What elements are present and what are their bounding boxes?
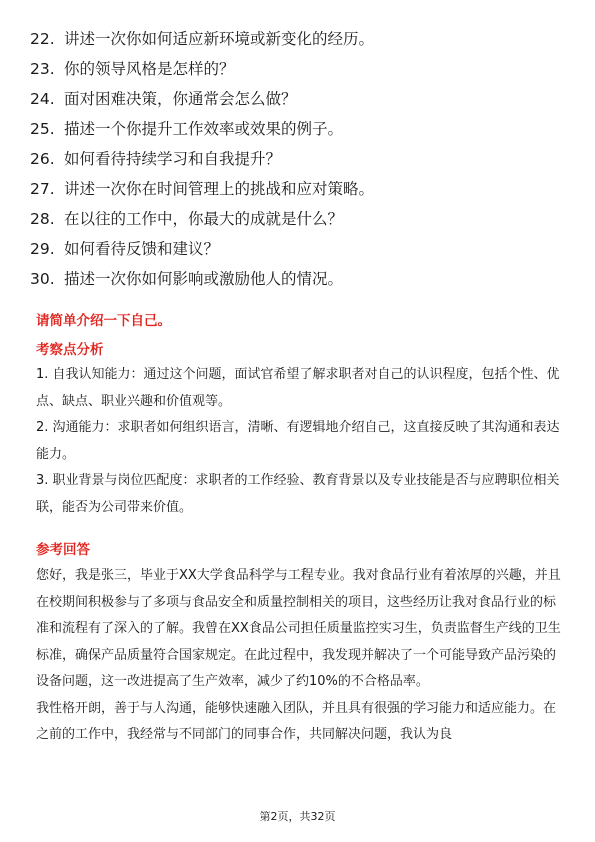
answer-paragraph: 我性格开朗，善于与人沟通，能够快速融入团队，并且具有很强的学习能力和适应能力。在之前的工作中，我经常与不同部门的同事合作，共同解决问题，我认为良 (36, 700, 557, 742)
answer-paragraph: 您好，我是张三，毕业于XX大学食品科学与工程专业。我对食品行业有着浓厚的兴趣，并且在校期间积极参与了多项与食品安全和质量控制相关的项目，这些经历让我对食品行业的标准和流程有了深入的了解。我曾在XX食品公司担任质量监控实习生，负责监督生产线的卫生标准，确保产品质量符合国家规定。在此过程中，我发现并解决了一个可能导致产品污染的设备问题，这一改进提高了生产效率，减少了约10%的不合格品率。 (36, 568, 561, 689)
question-number: 29. (30, 240, 55, 258)
question-item (30, 264, 570, 294)
question-item (30, 54, 570, 84)
answer-body (36, 563, 562, 749)
question-number: 22. (30, 30, 55, 48)
question-item (30, 174, 570, 204)
analysis-point: 2. 沟通能力：求职者如何组织语言，清晰、有逻辑地介绍自己，这直接反映了其沟通和表达能力。 (36, 420, 560, 462)
question-item (30, 114, 570, 144)
question-number: 26. (30, 150, 55, 168)
question-item (30, 234, 570, 264)
question-number: 27. (30, 180, 55, 198)
question-text: 描述一个你提升工作效率或效果的例子。 (64, 120, 344, 138)
question-item (30, 84, 570, 114)
question-number: 23. (30, 60, 55, 78)
question-item (30, 204, 570, 234)
intro-question-heading: 请简单介绍一下自己。 (36, 313, 171, 329)
question-number: 25. (30, 120, 55, 138)
analysis-point: 3. 职业背景与岗位匹配度：求职者的工作经验、教育背景以及专业技能是否与应聘职位相关联，能否为公司带来价值。 (36, 473, 560, 515)
question-item (30, 144, 570, 174)
question-number: 24. (30, 90, 55, 108)
answer-heading: 参考回答 (36, 542, 90, 558)
question-text: 讲述一次你如何适应新环境或新变化的经历。 (64, 30, 375, 48)
question-text: 讲述一次你在时间管理上的挑战和应对策略。 (64, 180, 375, 198)
question-number: 28. (30, 210, 55, 228)
question-text: 如何看待持续学习和自我提升？ (64, 150, 282, 168)
question-text: 在以往的工作中，你最大的成就是什么？ (64, 210, 344, 228)
analysis-point: 1. 自我认知能力：通过这个问题，面试官希望了解求职者对自己的认识程度，包括个性、优点、缺点、职业兴趣和价值观等。 (36, 367, 560, 409)
analysis-heading: 考察点分析 (36, 342, 104, 358)
question-list (30, 24, 570, 294)
analysis-points (36, 362, 562, 521)
question-text: 描述一次你如何影响或激励他人的情况。 (64, 270, 344, 288)
question-text: 你的领导风格是怎样的？ (64, 60, 235, 78)
question-text: 面对困难决策，你通常会怎么做？ (64, 90, 297, 108)
question-item (30, 24, 570, 54)
page-footer: 第2页，共32页 (259, 810, 336, 823)
question-number: 30. (30, 270, 55, 288)
question-text: 如何看待反馈和建议？ (64, 240, 220, 258)
